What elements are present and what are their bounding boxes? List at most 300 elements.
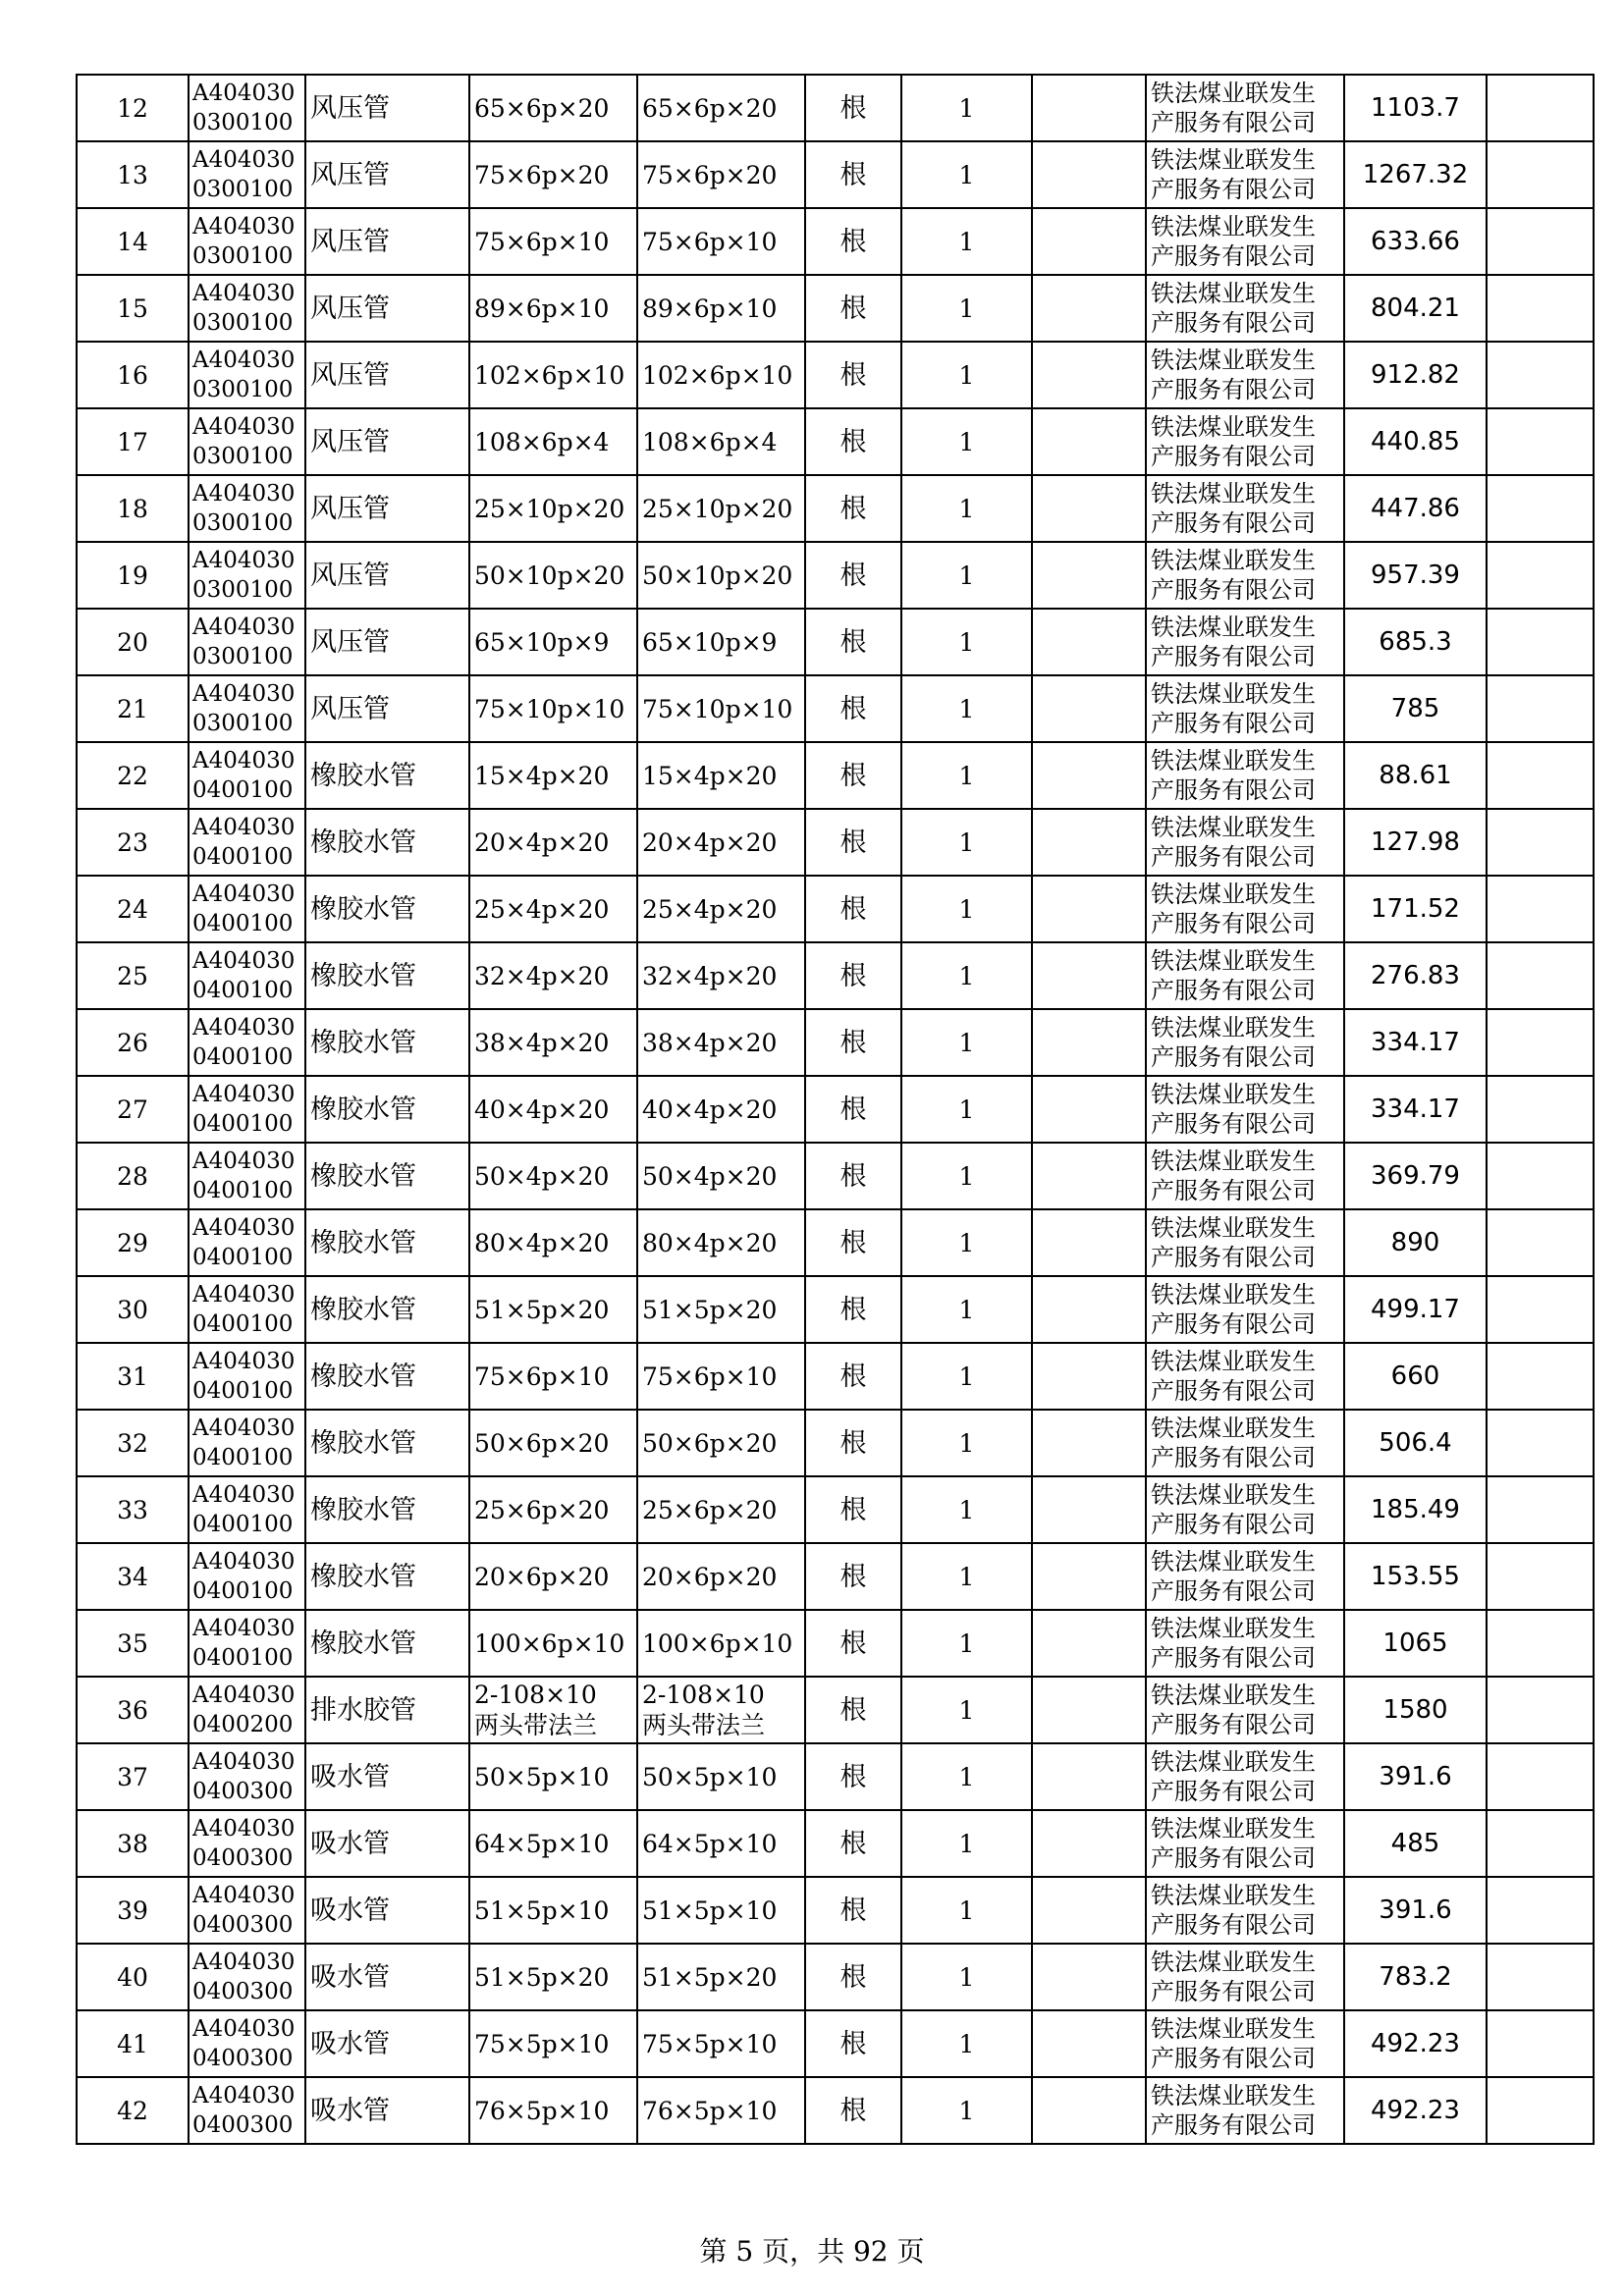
cell-row-number: 14 [77,208,189,275]
cell-supplier [1146,942,1344,1009]
cell-material-name: 橡胶水管 [305,809,469,876]
cell-quantity: 1 [901,1209,1032,1276]
cell-model [637,742,805,809]
cell-note [1487,275,1594,342]
cell-blank [1032,742,1146,809]
cell-model [637,609,805,675]
cell-row-number: 15 [77,275,189,342]
cell-supplier [1146,208,1344,275]
cell-supplier [1146,1877,1344,1944]
cell-material-name: 橡胶水管 [305,876,469,942]
cell-row-number: 24 [77,876,189,942]
cell-row-number: 16 [77,342,189,408]
cell-material-code-line: 0300100 [192,310,294,336]
cell-supplier-line: 产服务有限公司 [1151,843,1316,871]
table-row [77,1209,1594,1276]
cell-quantity: 1 [901,408,1032,475]
cell-material-code-line: A404030 [192,881,296,907]
cell-note [1487,1209,1594,1276]
cell-quantity: 1 [901,208,1032,275]
cell-supplier-line: 铁法煤业联发生 [1151,881,1316,908]
cell-material-name: 橡胶水管 [305,1209,469,1276]
cell-supplier-line: 铁法煤业联发生 [1151,1815,1316,1842]
cell-price: 957.39 [1344,542,1487,609]
cell-price: 171.52 [1344,876,1487,942]
cell-quantity: 1 [901,275,1032,342]
cell-note [1487,1810,1594,1877]
cell-supplier-line: 铁法煤业联发生 [1151,1682,1316,1709]
cell-supplier [1146,1009,1344,1076]
cell-specification [469,1677,637,1743]
cell-model-line: 80×4p×20 [642,1228,778,1257]
cell-material-name: 橡胶水管 [305,1343,469,1410]
cell-model-line: 20×4p×20 [642,828,778,857]
cell-specification [469,1076,637,1143]
cell-supplier-line: 铁法煤业联发生 [1151,1214,1316,1242]
cell-supplier-line: 铁法煤业联发生 [1151,1014,1316,1041]
cell-supplier-line: 铁法煤业联发生 [1151,1882,1316,1909]
cell-material-code-line: A404030 [192,815,296,840]
cell-material-name: 风压管 [305,141,469,208]
cell-material-code-line: 0400100 [192,1512,294,1537]
cell-quantity: 1 [901,542,1032,609]
cell-supplier-line: 铁法煤业联发生 [1151,947,1316,975]
cell-quantity: 1 [901,1944,1032,2010]
cell-price: 499.17 [1344,1276,1487,1343]
cell-blank [1032,275,1146,342]
cell-row-number: 39 [77,1877,189,1944]
cell-blank [1032,1677,1146,1743]
page-footer: 第 5 页，共 92 页 [699,2235,925,2268]
cell-material-code [189,609,305,675]
cell-model-line: 40×4p×20 [642,1095,778,1124]
cell-material-code [189,542,305,609]
cell-model-line: 76×5p×10 [642,2096,778,2125]
cell-model-line: 50×10p×20 [642,561,793,590]
cell-supplier-line: 铁法煤业联发生 [1151,347,1316,374]
cell-supplier [1146,675,1344,742]
table-row [77,1677,1594,1743]
cell-specification [469,942,637,1009]
cell-note [1487,75,1594,141]
cell-unit: 根 [805,208,901,275]
cell-material-code-line: A404030 [192,2083,296,2109]
cell-specification-line: 75×5p×10 [474,2029,610,2058]
cell-unit: 根 [805,1410,901,1476]
cell-specification-line: 75×6p×10 [474,227,610,256]
cell-price: 785 [1344,675,1487,742]
cell-material-code [189,1410,305,1476]
cell-material-code-line: 0300100 [192,377,294,402]
cell-note [1487,1143,1594,1209]
cell-note [1487,675,1594,742]
cell-quantity: 1 [901,1543,1032,1610]
cell-supplier-line: 铁法煤业联发生 [1151,280,1316,307]
cell-unit: 根 [805,942,901,1009]
cell-price: 447.86 [1344,475,1487,542]
cell-row-number: 32 [77,1410,189,1476]
cell-model [637,1076,805,1143]
cell-row-number: 34 [77,1543,189,1610]
cell-supplier-line: 铁法煤业联发生 [1151,547,1316,574]
cell-specification [469,1209,637,1276]
cell-material-code-line: 0400100 [192,978,294,1003]
cell-note [1487,609,1594,675]
cell-note [1487,1076,1594,1143]
cell-note [1487,2010,1594,2077]
cell-specification-line: 2-108×10 [474,1681,597,1709]
cell-material-code [189,1877,305,1944]
cell-specification-line: 100×6p×10 [474,1629,625,1658]
cell-supplier-line: 产服务有限公司 [1151,1244,1316,1271]
table-row [77,1143,1594,1209]
cell-model-line: 100×6p×10 [642,1629,793,1658]
cell-specification-line: 25×4p×20 [474,894,610,924]
cell-material-code [189,141,305,208]
table-row [77,1076,1594,1143]
cell-unit: 根 [805,1476,901,1543]
cell-quantity: 1 [901,809,1032,876]
table-row [77,1810,1594,1877]
cell-model [637,1944,805,2010]
cell-model-line: 38×4p×20 [642,1028,778,1057]
cell-specification-line: 两头带法兰 [474,1711,598,1739]
cell-model-line: 75×6p×20 [642,160,778,189]
cell-specification-line: 65×10p×9 [474,627,610,657]
cell-specification-line: 20×6p×20 [474,1562,610,1591]
cell-quantity: 1 [901,75,1032,141]
cell-model [637,1677,805,1743]
cell-specification-line: 20×4p×20 [474,828,610,857]
cell-blank [1032,1009,1146,1076]
cell-model-line: 108×6p×4 [642,427,778,456]
cell-supplier-line: 产服务有限公司 [1151,109,1316,136]
cell-specification-line: 102×6p×10 [474,360,625,390]
table-row [77,542,1594,609]
cell-unit: 根 [805,141,901,208]
cell-material-code-line: A404030 [192,1883,296,1908]
cell-quantity: 1 [901,1343,1032,1410]
cell-note [1487,1009,1594,1076]
cell-material-code-line: A404030 [192,281,296,306]
cell-model-line: 75×5p×10 [642,2029,778,2058]
cell-specification [469,1610,637,1677]
cell-unit: 根 [805,275,901,342]
cell-supplier [1146,742,1344,809]
cell-supplier-line: 铁法煤业联发生 [1151,1949,1316,1976]
cell-quantity: 1 [901,1476,1032,1543]
cell-row-number: 26 [77,1009,189,1076]
cell-unit: 根 [805,1944,901,2010]
cell-price: 127.98 [1344,809,1487,876]
cell-specification [469,342,637,408]
cell-supplier [1146,1743,1344,1810]
table-row [77,1343,1594,1410]
cell-note [1487,1410,1594,1476]
cell-specification-line: 51×5p×20 [474,1962,610,1992]
cell-material-code-line: 0400100 [192,911,294,936]
cell-supplier-line: 铁法煤业联发生 [1151,146,1316,174]
cell-specification [469,141,637,208]
cell-price: 492.23 [1344,2077,1487,2144]
cell-blank [1032,609,1146,675]
cell-blank [1032,1877,1146,1944]
cell-supplier-line: 铁法煤业联发生 [1151,1748,1316,1776]
cell-material-code-line: A404030 [192,1949,296,1975]
cell-supplier-line: 产服务有限公司 [1151,1978,1316,2005]
cell-price: 685.3 [1344,609,1487,675]
cell-material-code-line: A404030 [192,1015,296,1041]
cell-model [637,2010,805,2077]
cell-row-number: 23 [77,809,189,876]
cell-blank [1032,2077,1146,2144]
cell-supplier-line: 铁法煤业联发生 [1151,1548,1316,1575]
cell-supplier-line: 产服务有限公司 [1151,1310,1316,1338]
cell-specification [469,1810,637,1877]
cell-specification [469,1009,637,1076]
cell-price: 1580 [1344,1677,1487,1743]
cell-material-code-line: 0400200 [192,1712,294,1737]
cell-specification [469,609,637,675]
cell-model-line: 51×5p×20 [642,1295,778,1324]
cell-supplier-line: 产服务有限公司 [1151,1644,1316,1672]
cell-supplier-line: 产服务有限公司 [1151,643,1316,670]
cell-material-name: 风压管 [305,342,469,408]
cell-supplier-line: 产服务有限公司 [1151,1844,1316,1872]
cell-supplier-line: 铁法煤业联发生 [1151,1415,1316,1442]
cell-specification-line: 80×4p×20 [474,1228,610,1257]
cell-specification [469,2077,637,2144]
cell-material-code [189,1944,305,2010]
cell-supplier-line: 产服务有限公司 [1151,1177,1316,1204]
cell-supplier-line: 产服务有限公司 [1151,1711,1316,1738]
cell-supplier [1146,1944,1344,2010]
cell-specification [469,809,637,876]
table-row [77,1009,1594,1076]
cell-model-line: 25×10p×20 [642,494,793,523]
cell-supplier-line: 铁法煤业联发生 [1151,1481,1316,1509]
cell-material-name: 橡胶水管 [305,1009,469,1076]
cell-note [1487,408,1594,475]
cell-supplier [1146,141,1344,208]
cell-material-code [189,1343,305,1410]
cell-model-line: 25×6p×20 [642,1495,778,1524]
cell-material-name: 橡胶水管 [305,1476,469,1543]
cell-material-code-line: A404030 [192,748,296,774]
cell-model [637,809,805,876]
cell-quantity: 1 [901,1143,1032,1209]
cell-material-code-line: A404030 [192,1682,296,1708]
cell-unit: 根 [805,1143,901,1209]
cell-model [637,542,805,609]
cell-material-name: 吸水管 [305,1810,469,1877]
cell-price: 1065 [1344,1610,1487,1677]
cell-blank [1032,1810,1146,1877]
table-row [77,208,1594,275]
cell-material-code-line: A404030 [192,1282,296,1308]
cell-price: 88.61 [1344,742,1487,809]
cell-material-name: 橡胶水管 [305,1610,469,1677]
cell-row-number: 12 [77,75,189,141]
cell-specification [469,876,637,942]
cell-specification-line: 32×4p×20 [474,961,610,990]
cell-material-name: 风压管 [305,408,469,475]
cell-note [1487,942,1594,1009]
cell-model [637,1810,805,1877]
cell-specification-line: 15×4p×20 [474,761,610,790]
table-row [77,742,1594,809]
cell-model-line: 50×5p×10 [642,1762,778,1791]
cell-blank [1032,342,1146,408]
cell-material-name: 风压管 [305,208,469,275]
table-row [77,2010,1594,2077]
cell-supplier [1146,2077,1344,2144]
cell-unit: 根 [805,609,901,675]
cell-supplier [1146,1343,1344,1410]
cell-material-code-line: 0400100 [192,1645,294,1671]
cell-price: 185.49 [1344,1476,1487,1543]
cell-specification-line: 76×5p×10 [474,2096,610,2125]
cell-model [637,1476,805,1543]
cell-row-number: 40 [77,1944,189,2010]
cell-supplier [1146,809,1344,876]
cell-blank [1032,1410,1146,1476]
cell-model-line: 89×6p×10 [642,294,778,323]
table-row [77,141,1594,208]
cell-material-code [189,75,305,141]
cell-note [1487,742,1594,809]
cell-note [1487,1677,1594,1743]
cell-supplier [1146,1677,1344,1743]
cell-row-number: 13 [77,141,189,208]
cell-row-number: 22 [77,742,189,809]
cell-material-code-line: A404030 [192,214,296,240]
cell-specification [469,75,637,141]
cell-supplier-line: 产服务有限公司 [1151,2111,1316,2139]
cell-material-name: 橡胶水管 [305,942,469,1009]
cell-specification-line: 89×6p×10 [474,294,610,323]
cell-blank [1032,141,1146,208]
cell-material-code-line: 0400300 [192,2046,294,2071]
cell-model-line: 65×6p×20 [642,93,778,123]
cell-unit: 根 [805,542,901,609]
cell-row-number: 18 [77,475,189,542]
cell-unit: 根 [805,1610,901,1677]
cell-model-line: 2-108×10 [642,1681,765,1709]
cell-row-number: 20 [77,609,189,675]
cell-material-code [189,1276,305,1343]
cell-row-number: 29 [77,1209,189,1276]
cell-row-number: 19 [77,542,189,609]
cell-note [1487,1276,1594,1343]
cell-note [1487,542,1594,609]
cell-specification-line: 75×6p×10 [474,1362,610,1391]
cell-supplier [1146,609,1344,675]
cell-row-number: 38 [77,1810,189,1877]
cell-price: 334.17 [1344,1076,1487,1143]
cell-specification [469,1276,637,1343]
cell-material-name: 橡胶水管 [305,1410,469,1476]
cell-supplier-line: 产服务有限公司 [1151,176,1316,203]
cell-material-code-line: 0400100 [192,1378,294,1404]
cell-supplier-line: 铁法煤业联发生 [1151,213,1316,240]
cell-row-number: 25 [77,942,189,1009]
cell-supplier-line: 铁法煤业联发生 [1151,1148,1316,1175]
cell-note [1487,2077,1594,2144]
cell-row-number: 41 [77,2010,189,2077]
cell-quantity: 1 [901,475,1032,542]
cell-supplier [1146,2010,1344,2077]
cell-unit: 根 [805,1743,901,1810]
cell-material-code [189,809,305,876]
cell-material-code [189,876,305,942]
cell-material-name: 风压管 [305,475,469,542]
cell-model [637,275,805,342]
cell-supplier [1146,542,1344,609]
table-row [77,75,1594,141]
cell-blank [1032,942,1146,1009]
cell-material-code-line: A404030 [192,1482,296,1508]
cell-material-code-line: A404030 [192,2016,296,2042]
cell-price: 783.2 [1344,1944,1487,2010]
cell-material-code-line: A404030 [192,414,296,440]
cell-row-number: 42 [77,2077,189,2144]
cell-material-code-line: A404030 [192,347,296,373]
cell-specification [469,1743,637,1810]
cell-material-code-line: A404030 [192,147,296,173]
cell-model-line: 64×5p×10 [642,1829,778,1858]
cell-material-code [189,408,305,475]
cell-material-code-line: 0300100 [192,510,294,536]
cell-specification-line: 25×6p×20 [474,1495,610,1524]
cell-material-code [189,342,305,408]
cell-specification [469,542,637,609]
cell-specification [469,408,637,475]
cell-model-line: 75×10p×10 [642,694,793,723]
cell-material-name: 吸水管 [305,1743,469,1810]
table-row [77,809,1594,876]
cell-price: 492.23 [1344,2010,1487,2077]
cell-unit: 根 [805,75,901,141]
cell-specification [469,208,637,275]
cell-supplier-line: 产服务有限公司 [1151,376,1316,403]
cell-material-code-line: A404030 [192,1549,296,1575]
cell-model [637,2077,805,2144]
cell-supplier-line: 产服务有限公司 [1151,977,1316,1004]
cell-note [1487,208,1594,275]
cell-material-code-line: 0300100 [192,110,294,135]
cell-price: 912.82 [1344,342,1487,408]
cell-quantity: 1 [901,609,1032,675]
cell-material-name: 吸水管 [305,1877,469,1944]
cell-material-code-line: A404030 [192,1749,296,1775]
cell-supplier-line: 铁法煤业联发生 [1151,1615,1316,1642]
cell-note [1487,1743,1594,1810]
table-body [77,75,1594,2144]
cell-supplier-line: 铁法煤业联发生 [1151,2015,1316,2043]
cell-supplier-line: 铁法煤业联发生 [1151,1348,1316,1375]
cell-unit: 根 [805,1076,901,1143]
cell-material-code [189,1677,305,1743]
cell-quantity: 1 [901,1009,1032,1076]
cell-material-name: 风压管 [305,675,469,742]
cell-model [637,1877,805,1944]
cell-quantity: 1 [901,1677,1032,1743]
cell-supplier-line: 铁法煤业联发生 [1151,814,1316,841]
cell-price: 391.6 [1344,1877,1487,1944]
cell-row-number: 30 [77,1276,189,1343]
cell-unit: 根 [805,1276,901,1343]
